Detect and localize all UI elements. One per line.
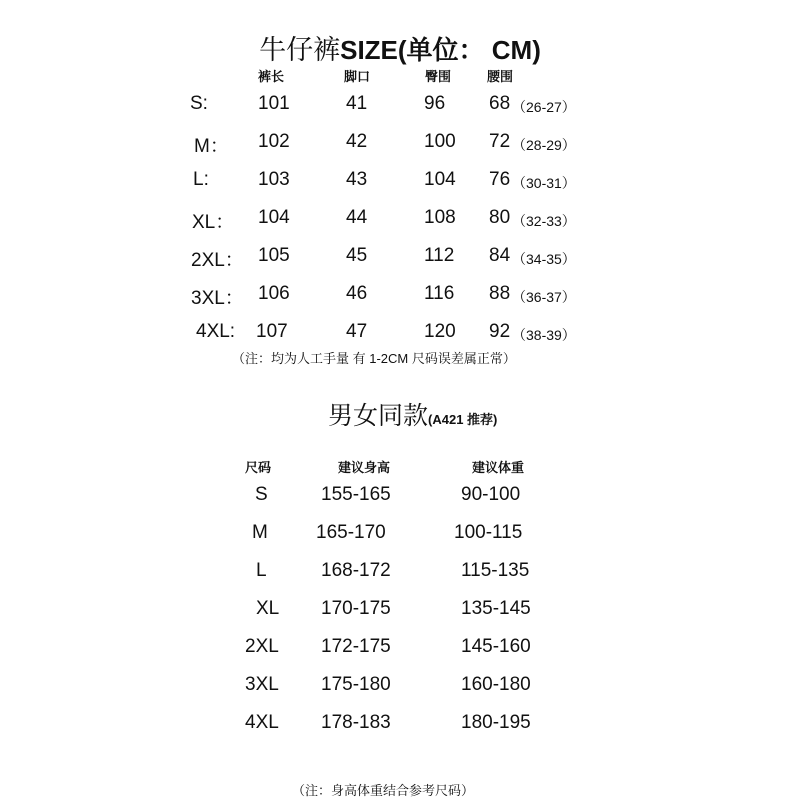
waist-cell: 92 [489, 321, 511, 342]
hem-cell: 45 [346, 245, 368, 266]
hip-cell: 112 [424, 245, 455, 266]
size-cell: 3XL： [191, 288, 244, 309]
length-cell: 106 [258, 283, 290, 304]
height-cell: 155-165 [321, 484, 391, 505]
waist-range: （36-37） [512, 289, 576, 305]
title-cn: 牛仔裤 [259, 35, 341, 66]
size-cell: XL： [192, 212, 235, 233]
weight-cell: 100-115 [454, 522, 523, 543]
header-waist: 腰围 [487, 69, 514, 84]
hip-cell: 120 [424, 321, 456, 342]
waist-range: （28-29） [512, 137, 576, 153]
waist-range: （34-35） [512, 251, 576, 267]
length-cell: 102 [258, 131, 290, 152]
waist-cell: 80 [489, 207, 511, 228]
size-cell: L: [193, 169, 209, 190]
waist-range: （30-31） [512, 175, 576, 191]
size-cell: XL [256, 598, 280, 619]
unisex-title-text: 男女同款 [328, 401, 429, 430]
height-cell: 175-180 [321, 674, 391, 695]
waist-cell: 88 [489, 283, 511, 304]
reference-note: （注：身高体重结合参考尺码） [292, 783, 475, 798]
height-cell: 172-175 [321, 636, 391, 657]
waist-range: （38-39） [512, 327, 576, 343]
height-cell: 170-175 [321, 598, 391, 619]
hem-cell: 44 [346, 207, 368, 228]
header-hip: 臀围 [425, 69, 452, 84]
weight-cell: 90-100 [461, 484, 521, 505]
measurement-note: （注：均为人工手量 有 1-2CM 尺码误差属正常） [232, 351, 516, 366]
waist-cell: 76 [489, 169, 511, 190]
waist-range: （26-27） [512, 99, 576, 115]
weight-cell: 115-135 [461, 560, 530, 581]
height-cell: 178-183 [321, 712, 391, 733]
hip-cell: 100 [424, 131, 456, 152]
weight-cell: 135-145 [461, 598, 531, 619]
height-cell: 168-172 [321, 560, 391, 581]
hem-cell: 43 [346, 169, 368, 190]
size-cell: 4XL: [196, 321, 236, 342]
header-height: 建议身高 [338, 460, 391, 475]
hem-cell: 42 [346, 131, 368, 152]
hip-cell: 116 [424, 283, 455, 304]
size-cell: M： [194, 136, 229, 157]
hip-cell: 108 [424, 207, 456, 228]
hem-cell: 46 [346, 283, 368, 304]
size-cell: 2XL [245, 636, 279, 657]
hem-cell: 47 [346, 321, 368, 342]
size-cell: M [252, 522, 268, 543]
length-cell: 105 [258, 245, 290, 266]
size-cell: 2XL： [191, 250, 244, 271]
size-cell: 4XL [245, 712, 279, 733]
weight-cell: 145-160 [461, 636, 531, 657]
header-hem: 脚口 [344, 69, 371, 84]
unisex-title [328, 396, 497, 432]
waist-range: （32-33） [512, 213, 576, 229]
size-cell: S [255, 484, 268, 505]
size-cell: 3XL [245, 674, 279, 695]
length-cell: 107 [256, 321, 288, 342]
length-cell: 104 [258, 207, 290, 228]
hip-cell: 104 [424, 169, 456, 190]
weight-cell: 160-180 [461, 674, 531, 695]
header-size: 尺码 [245, 460, 272, 475]
waist-cell: 68 [489, 93, 511, 114]
jeans-size-title [0, 28, 800, 67]
hem-cell: 41 [346, 93, 368, 114]
unisex-subtitle: (A421 推荐) [428, 412, 498, 427]
weight-cell: 180-195 [461, 712, 531, 733]
length-cell: 101 [258, 93, 290, 114]
hip-cell: 96 [424, 93, 446, 114]
header-weight: 建议体重 [472, 460, 525, 475]
waist-cell: 84 [489, 245, 511, 266]
size-cell: S: [190, 93, 208, 114]
header-length: 裤长 [258, 69, 285, 84]
length-cell: 103 [258, 169, 290, 190]
size-cell: L [256, 560, 267, 581]
height-cell: 165-170 [316, 522, 386, 543]
title-en: SIZE(单位： CM) [340, 35, 541, 65]
waist-cell: 72 [489, 131, 511, 152]
